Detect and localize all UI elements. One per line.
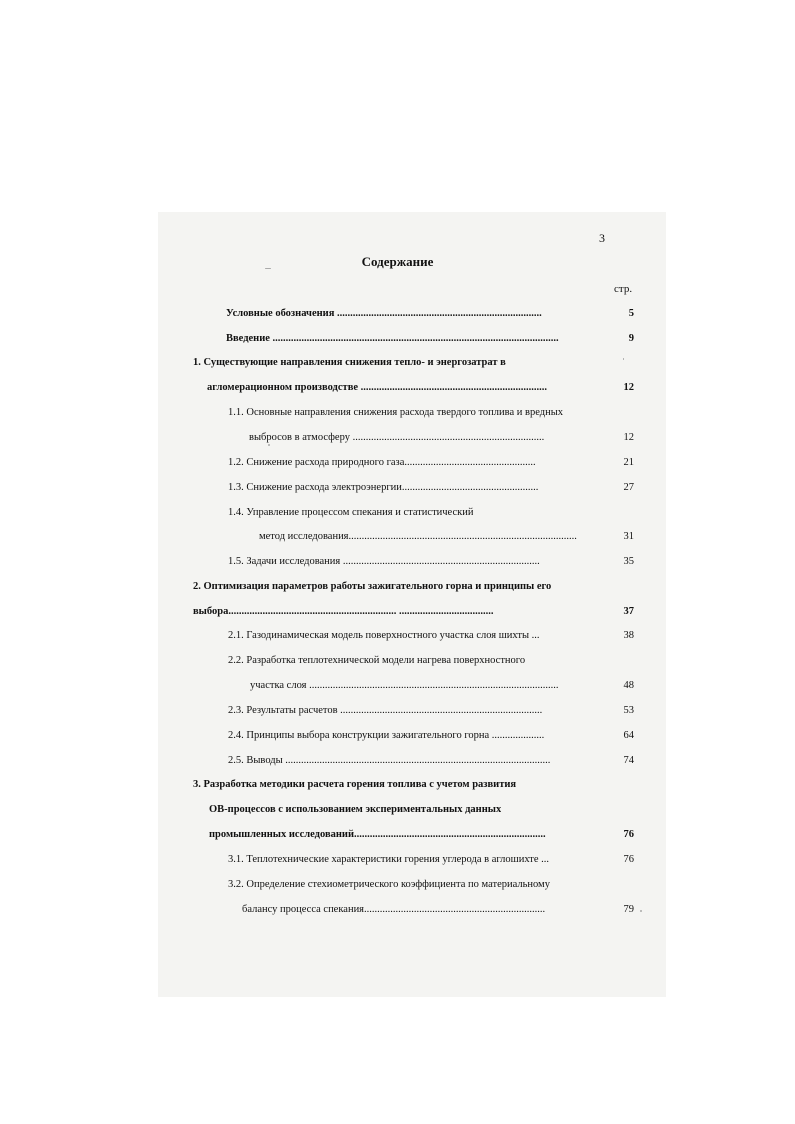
toc-entry: 3. Разработка методики расчета горения топлива с учетом развития xyxy=(193,779,517,790)
toc-page-number: 21 xyxy=(623,457,634,468)
toc-entry: 1.5. Задачи исследования ........................................................................... xyxy=(228,556,540,567)
toc-page-number: 12 xyxy=(623,382,634,393)
toc-entry: участка слоя ............................................................................................... xyxy=(250,680,559,691)
toc-entry: выбросов в атмосферу ......................................................................... xyxy=(249,432,545,443)
page-title: Содержание xyxy=(361,254,434,269)
page-number: 3 xyxy=(599,231,605,245)
scan-speck xyxy=(268,444,270,446)
toc-entry: 2.2. Разработка теплотехнической модели нагрева поверхностного xyxy=(228,655,526,666)
toc-entry: 1.2. Снижение расхода природного газа.................................................. xyxy=(228,457,536,468)
toc-page-number: 5 xyxy=(628,308,634,319)
toc-entry: ОВ-процессов с использованием экспериментальных данных xyxy=(209,804,502,815)
toc-page-number: 31 xyxy=(623,531,634,542)
toc-entry: Условные обозначения .............................................................................. xyxy=(226,308,542,319)
scan-speck xyxy=(623,358,624,360)
toc-entry: 1.3. Снижение расхода электроэнергии.................................................... xyxy=(228,482,539,493)
scan-speck xyxy=(265,268,271,269)
toc-entry: 1.4. Управление процессом спекания и статистический xyxy=(228,507,474,518)
toc-entry: 3.1. Теплотехнические характеристики горения углерода в аглошихте ... xyxy=(228,854,550,865)
toc-page-number: 27 xyxy=(623,482,634,493)
toc-page-number: 76 xyxy=(623,854,634,865)
toc-entry: 2.1. Газодинамическая модель поверхностного участка слоя шихты ... xyxy=(228,630,540,641)
toc-entry: балансу процесса спекания..................................................................... xyxy=(242,904,546,915)
toc-page-number: 79 xyxy=(623,904,634,915)
scan-speck xyxy=(640,910,642,912)
toc-page-number: 53 xyxy=(623,705,634,716)
toc-page-number: 38 xyxy=(623,630,634,641)
toc-entry: 2.4. Принципы выбора конструкции зажигательного горна .................... xyxy=(228,730,545,741)
toc-page-number: 35 xyxy=(623,556,634,567)
toc-entry: 1. Существующие направления снижения тепло- и энергозатрат в xyxy=(193,357,506,368)
toc-page-number: 64 xyxy=(623,730,634,741)
toc-entry: выбора................................................................ .................................... xyxy=(193,606,494,617)
toc-entry: 3.2. Определение стехиометрического коэффициента по материальному xyxy=(228,879,550,890)
toc-page-number: 9 xyxy=(628,333,634,344)
toc-page-number: 48 xyxy=(623,680,634,691)
toc-page-number: 12 xyxy=(623,432,634,443)
page-column-label: стр. xyxy=(614,283,633,295)
toc-entry: 2. Оптимизация параметров работы зажигательного горна и принципы его xyxy=(193,581,552,592)
toc-entry: промышленных исследований......................................................................... xyxy=(209,829,546,840)
toc-entry: 2.5. Выводы ..................................................................................................... xyxy=(228,755,551,766)
toc-entry: агломерационном производстве ....................................................................... xyxy=(207,382,548,393)
toc-entry: 1.1. Основные направления снижения расхода твердого топлива и вредных xyxy=(228,407,564,418)
toc-page-number: 74 xyxy=(623,755,634,766)
toc-page-number: 76 xyxy=(623,829,634,840)
toc-page-number: 37 xyxy=(623,606,634,617)
toc-entry: Введение ............................................................................................................. xyxy=(226,333,559,344)
toc-entry: метод исследования....................................................................................... xyxy=(259,531,577,542)
toc-entry: 2.3. Результаты расчетов ............................................................................. xyxy=(228,705,543,716)
